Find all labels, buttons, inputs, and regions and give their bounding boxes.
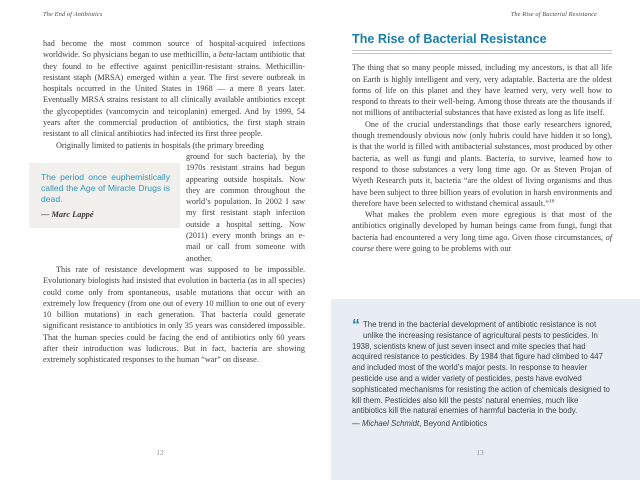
paragraph xyxy=(352,62,612,118)
text-segment: Originally limited to patients in hospitals (the primary breeding xyxy=(56,140,264,150)
pull-quote-attribution: — Marc Lappé xyxy=(41,209,94,219)
text-segment: there were going to be problems with our xyxy=(373,244,512,254)
text-segment-italic: of course xyxy=(352,232,612,254)
paragraph xyxy=(43,140,305,151)
text-segment: had become the most common source of hospital-acquired infections worldwide. So physicians began to use methicillin, a xyxy=(43,39,305,60)
text-segment: The thing that so many people missed, including my ancestors, is that all life on Earth is highly intelligent and very, very adaptable. Bacteria are the oldest forms of life on this planet and they have learned very, very well how to respond to threats to their well-being. Among those threats are the thousands if not millions of antibacterial substances that have existed as long as life itself. xyxy=(352,63,612,118)
pull-quote-text: The period once euphemistically called the Age of Miracle Drugs is dead. xyxy=(41,171,170,204)
text-segment: What makes the problem even more egregious is that most of the antibiotics originally developed by human beings came from fungi, fungi that bacteria had encountered a very long time ago. Given those circumstances, xyxy=(352,210,612,242)
pullquote-column xyxy=(29,151,180,228)
right-page xyxy=(320,0,640,480)
chapter-title: The Rise of Bacterial Resistance xyxy=(352,32,547,46)
attribution-work: , Beyond Antibiotics xyxy=(419,419,488,429)
title-double-rule xyxy=(352,50,612,54)
left-text-column xyxy=(43,38,305,366)
text-segment-italic: beta xyxy=(218,50,233,60)
pull-quote xyxy=(29,163,180,228)
text-segment: This rate of resistance development was supposed to be impossible. Evolutionary biologists had insisted that evolution in bacteria (as in all species) could come only from spontaneous, usable mutations that occur with an extremely low frequency (from one out of every 10 million to one out of every 10 billion mutations) in each generation. That bacteria could generate significant resistance to antibiotics in only 35 years was considered impossible. That the human species could be facing the end of antibiotics only 60 years after their introduction was ludicrous. But in fact, bacteria are showing extremely sophisticated responses to the human “war” on disease. xyxy=(43,264,305,365)
page-number-right: 13 xyxy=(476,448,484,457)
running-head-right: The Rise of Bacterial Resistance xyxy=(510,11,597,18)
running-head-left: The End of Antibiotics xyxy=(43,11,103,18)
right-text-column xyxy=(352,34,612,254)
paragraph xyxy=(352,209,612,254)
text-segment: One of the crucial understandings that those early researchers ignored, though tremendously obvious now (only hubris could have hidden it so long), is that the world is filled with antibacterial substances, most produced by other bacteria, as well as fungi and plants. Bacteria, to survive, learned how to respond to those substances a very long time ago. Or as Steven Projan of Wyeth Research puts it, bacteria “are the oldest of living organisms and thus have been subject to three billion years of evolution in harsh environments and therefore have been selected to withstand chemical assault.” xyxy=(352,119,612,208)
paragraph xyxy=(43,264,305,366)
paragraph xyxy=(186,151,305,264)
text-segment: ground for such bacteria), by the 1970s resistant strains had begun appearing outside hospitals. Now they are common throughout the world’s population. In 2002 I saw my first resistant staph infection outside a hospital setting. Now (2011) every month brings an e-mail or call from someone with another. xyxy=(186,151,305,263)
paragraph xyxy=(352,119,612,209)
attribution-name: — Michael Schmidt xyxy=(352,419,420,429)
page-number-left: 12 xyxy=(156,448,164,457)
blockquote-text: The trend in the bacterial development of antibiotic resistance is not unlike the increasing resistance of agricultural pests to pesticides. In 1938, scientists knew of just seven insect and mite species that had acquired resistance to pesticides. By 1984 that figure had climbed to 447 and included most of the world’s major pests. In response to heavier pesticide use and a wider variety of pesticides, pests have evolved sophisticated mechanisms for resisting the action of chemicals designed to kill them. Pesticides also kill the pests’ natural enemies, much like antibiotics kill the natural enemies of harmful bacteria in the body. xyxy=(352,320,610,416)
text-segment: -lactam antibiotic that they found to be effective against penicillin-resistant strains. Methicillin-resistant staph (MRSA) emerged within a year. The first severe outbreak in hospitals occurred in the United States in 1968 — a mere 8 years later. Eventually MRSA strains resistant to all clinically available antibiotics except the glycopeptides (vancomycin and teicoplanin) emerged. And by 1999, 54 years after the commercial production of antibiotics, the first staph strain resistant to all clinical antibiotics had infected its first three people. xyxy=(43,50,305,139)
pullquote-wrap-zone xyxy=(29,151,305,264)
footnote-reference: 16 xyxy=(548,198,555,205)
quotation-mark-icon: “ xyxy=(352,317,360,334)
paragraph xyxy=(43,38,305,140)
blockquote-attribution xyxy=(352,419,612,430)
